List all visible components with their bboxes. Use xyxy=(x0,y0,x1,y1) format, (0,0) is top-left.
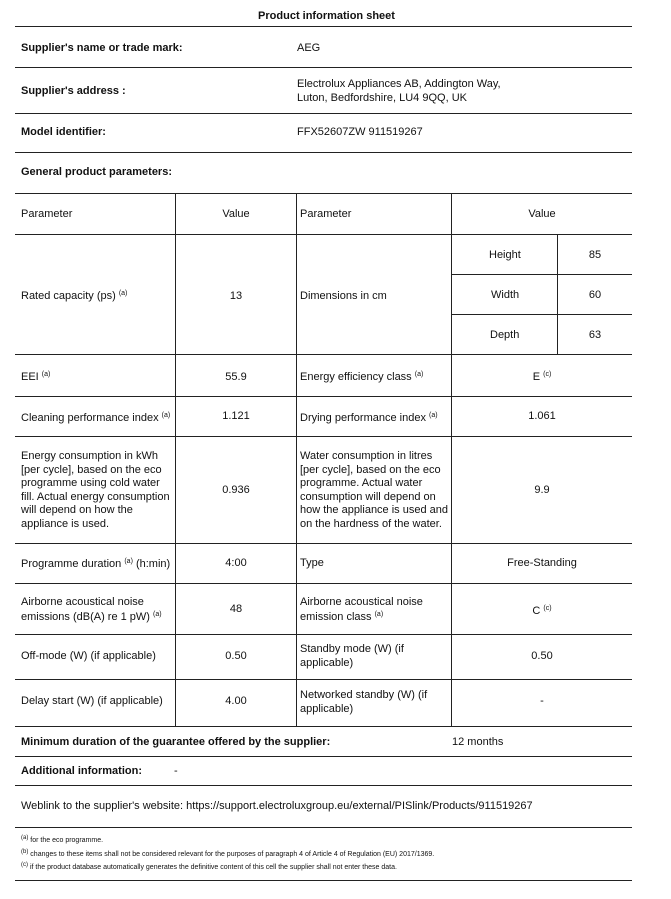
noise-emissions-label: Airborne acoustical noise emissions (dB(A) re 1 pW) $^{(a)}$ xyxy=(21,596,162,623)
guarantee-label: Minimum duration of the guarantee offered by the supplier: xyxy=(21,736,331,748)
table-row-divider xyxy=(15,354,632,355)
table-header-parameter: Parameter xyxy=(21,208,73,220)
guarantee-value: 12 months xyxy=(452,736,504,748)
energy-consumption-label: Energy consumption in kWh [per cycle], based on the eco programme using cold water fill. Actual energy consumption will depend on how the appliance is used. xyxy=(21,450,170,530)
general-parameters-heading: General product parameters: xyxy=(21,166,172,178)
additional-info-label: Additional information: xyxy=(21,765,142,777)
delay-start-label: Delay start (W) (if applicable) xyxy=(21,695,163,707)
supplier-weblink[interactable]: Weblink to the supplier's website: https://support.electroluxgroup.eu/external/PISlink/Products/911519267 xyxy=(21,800,533,812)
supplier-name-label: Supplier's name or trade mark: xyxy=(21,42,183,54)
cleaning-performance-label: Cleaning performance index $^{(a)}$ xyxy=(21,412,171,424)
cleaning-performance-value: 1.121 xyxy=(222,410,250,422)
type-value: Free-Standing xyxy=(507,557,577,569)
type-label: Type xyxy=(300,557,324,569)
table-col-divider xyxy=(175,193,176,726)
dimensions-label: Dimensions in cm xyxy=(300,290,387,302)
supplier-address-line2: Luton, Bedfordshire, LU4 9QQ, UK xyxy=(297,92,467,104)
supplier-address-label: Supplier's address : xyxy=(21,85,126,97)
networked-standby-label: Networked standby (W) (if applicable) xyxy=(300,689,428,715)
table-row-divider xyxy=(15,726,632,727)
dimension-width-label: Width xyxy=(491,289,520,301)
table-row-divider xyxy=(15,634,632,635)
energy-class-label: Energy efficiency class $^{(a)}$ xyxy=(300,371,424,383)
table-row-divider xyxy=(451,274,632,275)
drying-performance-label: Drying performance index $^{(a)}$ xyxy=(300,412,438,424)
table-header-parameter: Parameter xyxy=(300,208,352,220)
divider xyxy=(15,756,632,757)
drying-performance-value: 1.061 xyxy=(528,410,556,422)
noise-emissions-value: 48 xyxy=(229,603,243,615)
rated-capacity-label: Rated capacity (ps) $^{(a)}$ xyxy=(21,290,128,302)
divider xyxy=(15,193,632,194)
model-identifier-label: Model identifier: xyxy=(21,126,106,138)
dimension-width-value: 60 xyxy=(588,289,602,301)
table-col-divider xyxy=(296,193,297,726)
divider xyxy=(15,152,632,153)
table-header-value: Value xyxy=(528,208,556,220)
standby-value: 0.50 xyxy=(531,650,553,662)
off-mode-value: 0.50 xyxy=(225,650,247,662)
page-title: Product information sheet xyxy=(258,10,395,22)
eei-value: 55.9 xyxy=(225,371,247,383)
model-identifier-value: FFX52607ZW 911519267 xyxy=(297,126,423,138)
networked-standby-value: - xyxy=(540,695,544,707)
divider xyxy=(15,785,632,786)
divider xyxy=(15,827,632,828)
table-row-divider xyxy=(451,314,632,315)
dimension-height-value: 85 xyxy=(588,249,602,261)
water-consumption-value: 9.9 xyxy=(534,484,550,496)
table-header-value: Value xyxy=(222,208,250,220)
rated-capacity-value: 13 xyxy=(229,290,243,302)
table-row-divider xyxy=(15,234,632,235)
divider xyxy=(15,26,632,27)
programme-duration-label: Programme duration $^{(a)}$ (h:min) xyxy=(21,558,171,570)
supplier-address-line1: Electrolux Appliances AB, Addington Way, xyxy=(297,78,501,90)
energy-consumption-value: 0.936 xyxy=(222,484,250,496)
additional-info-value: - xyxy=(174,765,178,777)
table-row-divider xyxy=(15,396,632,397)
divider xyxy=(15,113,632,114)
standby-label: Standby mode (W) (if applicable) xyxy=(300,643,404,669)
water-consumption-label: Water consumption in litres [per cycle], based on the eco programme. Actual water consumption will depend on how the appliance is used and on the hardness of the water. xyxy=(300,450,448,530)
dimension-depth-value: 63 xyxy=(588,329,602,341)
divider xyxy=(15,67,632,68)
table-row-divider xyxy=(15,679,632,680)
programme-duration-value: 4:00 xyxy=(225,557,247,569)
energy-class-value: E $^{(c)}$ xyxy=(532,371,552,383)
table-row-divider xyxy=(15,543,632,544)
footnote-b: $^{(b)}$ changes to these items shall not be considered relevant for the purposes of paragraph 4 of Article 4 of Regulation (EU) 2017/1369. xyxy=(21,849,435,858)
divider xyxy=(15,880,632,881)
noise-class-label: Airborne acoustical noise emission class $^{(a)}$ xyxy=(300,596,423,623)
noise-class-value: C $^{(c)}$ xyxy=(532,605,552,617)
footnote-a: $^{(a)}$ for the eco programme. xyxy=(21,835,104,844)
footnote-c: $^{(c)}$ if the product database automatically generates the definitive content of this cell the supplier shall not enter these data. xyxy=(21,862,397,871)
off-mode-label: Off-mode (W) (if applicable) xyxy=(21,650,156,662)
eei-label: EEI $^{(a)}$ xyxy=(21,371,51,383)
table-col-divider xyxy=(451,193,452,726)
delay-start-value: 4.00 xyxy=(225,695,247,707)
supplier-name-value: AEG xyxy=(297,42,321,54)
table-row-divider xyxy=(15,583,632,584)
table-row-divider xyxy=(15,436,632,437)
dimension-height-label: Height xyxy=(489,249,521,261)
dimension-depth-label: Depth xyxy=(490,329,520,341)
